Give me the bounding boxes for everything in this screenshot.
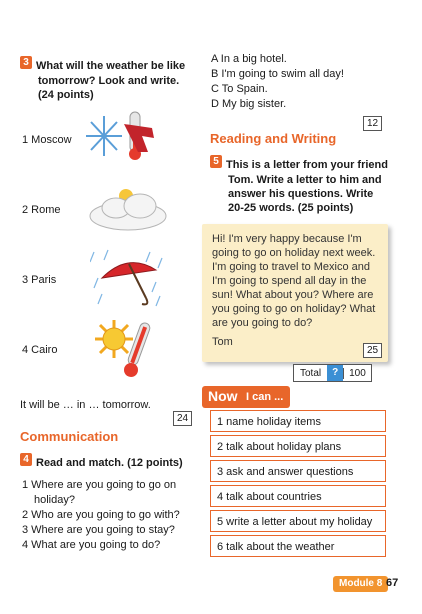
communication-heading: Communication [20,429,119,444]
question-4: 4 What are you going to do? [22,539,161,551]
page-number: 67 [386,577,399,589]
letter-line: Hi! I'm very happy because I'm [212,233,362,245]
task3-score: 24 [173,411,192,426]
city-moscow: 1 Moscow [22,134,72,146]
total-label: Total [300,367,322,379]
task5-title-3: answer his questions. Write [228,188,374,200]
task4-title: Read and match. (12 points) [36,457,183,469]
can-do-item: 4 talk about countries [210,485,386,507]
letter-card [202,224,388,362]
task5-number: 5 [210,155,222,168]
task5-title-4: 20-25 words. (25 points) [228,202,354,214]
question-1b: holiday? [34,494,75,506]
question-list [22,478,202,553]
help-icon: ? [327,365,343,381]
can-do-item: 5 write a letter about my holiday [210,510,386,532]
letter-line: sun! What about you? Where are [212,289,374,301]
answer-d: D My big sister. [211,98,287,110]
letter-line: you going to go on holiday? What [212,303,376,315]
module-tag: Module 8 [333,576,388,592]
total-box [293,364,372,382]
city-rome: 2 Rome [22,204,61,216]
answer-b: B I'm going to swim all day! [211,68,344,80]
task3-title-3: (24 points) [38,89,94,101]
can-do-item: 2 talk about holiday plans [210,435,386,457]
now-i-can-banner [202,386,290,408]
can-do-item: 6 talk about the weather [210,535,386,557]
letter-line: I'm going to spend all day in the [212,275,367,287]
i-can-label: I can ... [246,391,284,403]
can-do-item: 1 name holiday items [210,410,386,432]
snow-icon [82,106,172,171]
task4-header [20,453,183,471]
can-do-list [210,410,386,557]
letter-body [212,232,384,349]
answer-list [211,52,391,112]
letter-line: going to go on holiday next week. [212,247,376,259]
answer-c: C To Spain. [211,83,268,95]
task3-header [20,56,205,102]
city-paris: 3 Paris [22,274,57,286]
letter-line: are you going to do? [212,317,313,329]
task3-number: 3 [20,56,32,69]
task3-title-2: tomorrow? Look and write. [38,75,180,87]
can-do-item: 3 ask and answer questions [210,460,386,482]
task4-score: 12 [363,116,382,131]
answer-a: A In a big hotel. [211,53,287,65]
question-1a: 1 Where are you going to go on [22,479,177,491]
letter-signature: Tom [212,336,233,348]
task5-score: 25 [363,343,382,358]
letter-line: I'm going to travel to Mexico and [212,261,371,273]
task5-title-2: Tom. Write a letter to him and [228,174,382,186]
task5-title-1: This is a letter from your friend [226,159,388,171]
cloud-icon [86,186,170,239]
question-3: 3 Where are you going to stay? [22,524,175,536]
task5-header [210,155,400,215]
now-label: Now [208,388,238,404]
rain-icon [90,248,168,313]
reading-writing-heading: Reading and Writing [210,131,337,146]
sun-icon [94,318,166,387]
task3-sentence: It will be … in … tomorrow. [20,399,151,411]
total-value: 100 [343,368,371,379]
question-2: 2 Who are you going to go with? [22,509,180,521]
task3-title-1: What will the weather be like [36,60,186,72]
task4-number: 4 [20,453,32,466]
city-cairo: 4 Cairo [22,344,58,356]
